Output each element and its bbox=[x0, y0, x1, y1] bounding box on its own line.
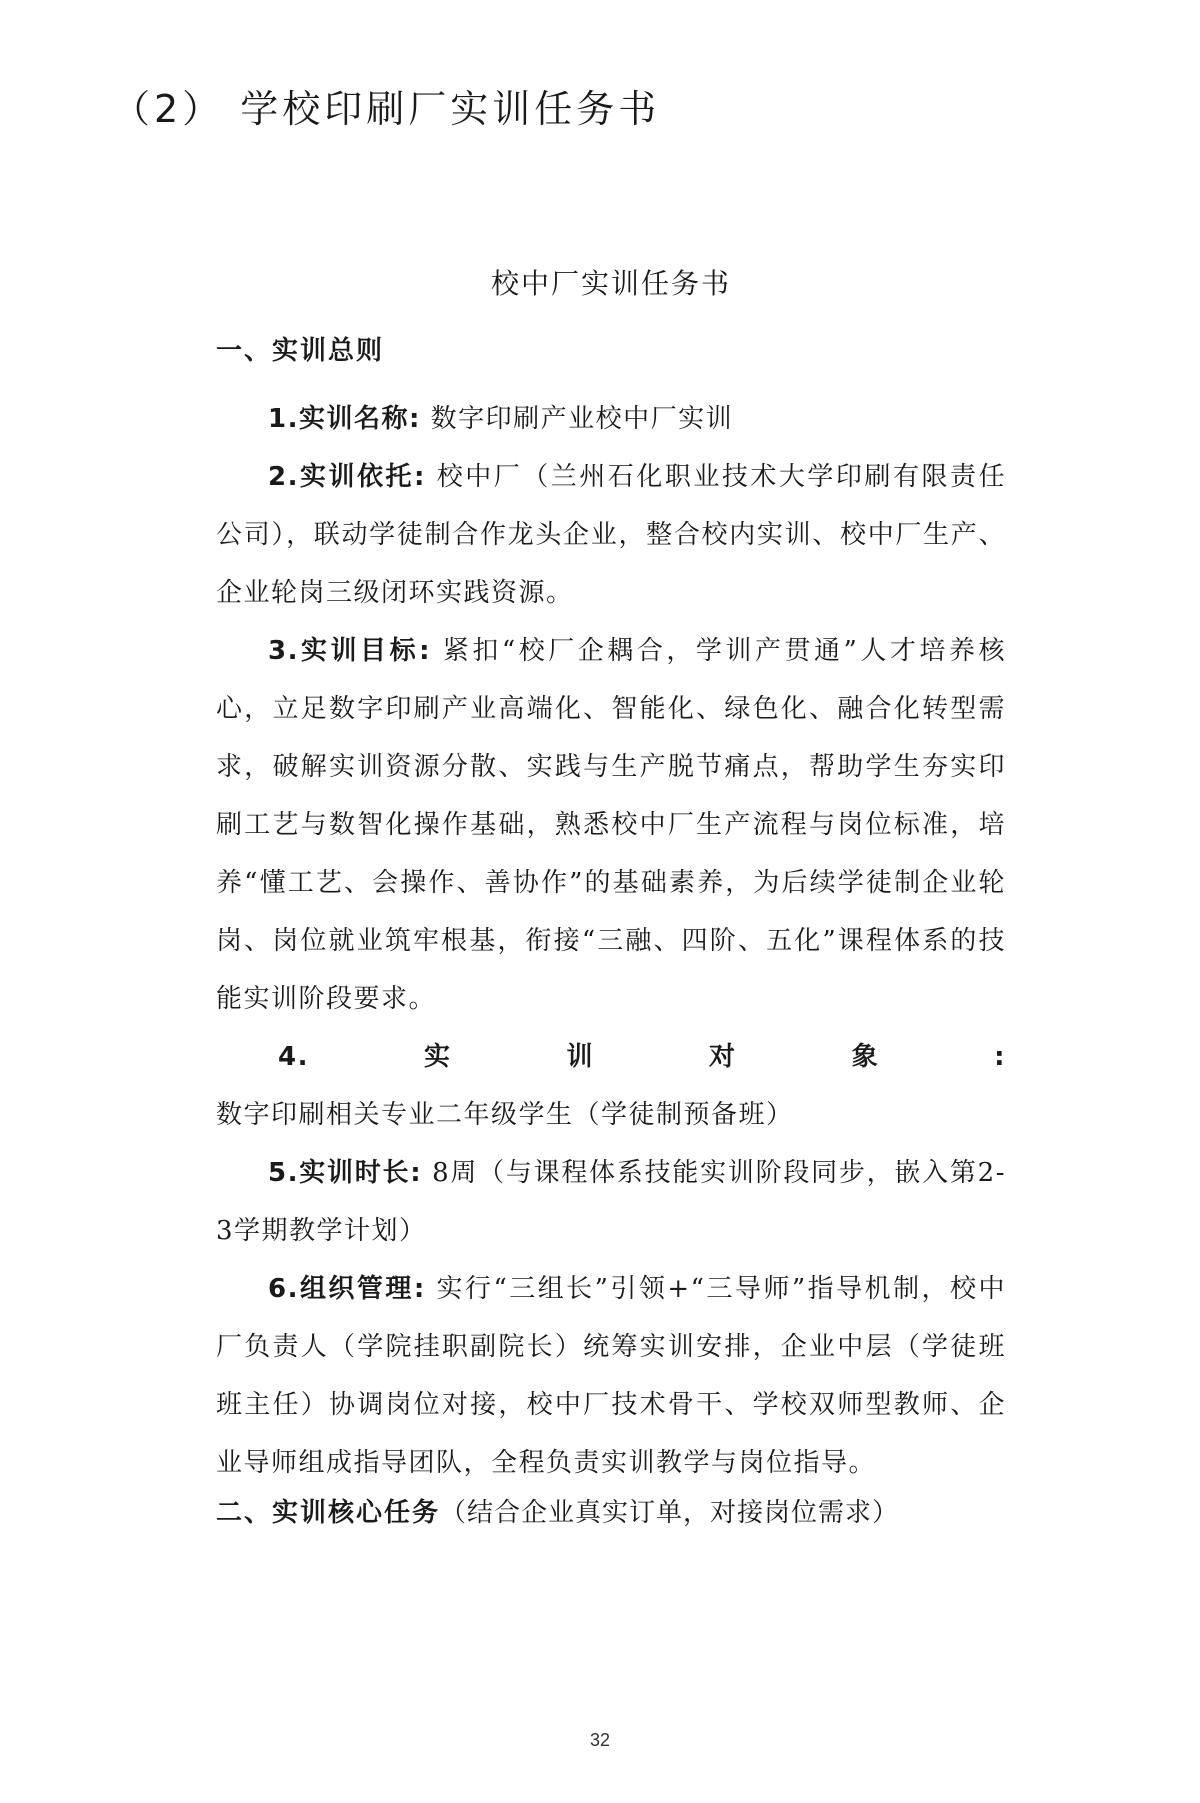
paragraph-organization bbox=[216, 1260, 1006, 1492]
text-training-duration: 8周（与课程体系技能实训阶段同步，嵌入第2-3学期教学计划） bbox=[216, 1158, 1006, 1246]
doc-title: 校中厂实训任务书 bbox=[490, 267, 731, 300]
paragraph-training-duration bbox=[216, 1144, 1006, 1260]
text-organization: 实行“三组长”引领+“三导师”指导机制，校中厂负责人（学院挂职副院长）统筹实训安排，企业中层（学徒班班主任）协调岗位对接，校中厂技术骨干、学校双师型教师、企业导师组成指导团队，全程负责实训教学与岗位指导。 bbox=[216, 1274, 1007, 1478]
label-training-goal: 3.实训目标: bbox=[268, 636, 432, 666]
text-training-name: 数字印刷产业校中厂实训 bbox=[420, 404, 734, 434]
core-tasks-title: 二、实训核心任务 bbox=[216, 1498, 441, 1528]
section-heading-core-tasks bbox=[216, 1492, 1006, 1534]
page-number: 32 bbox=[589, 1730, 611, 1750]
paragraph-training-name bbox=[216, 390, 1006, 448]
text-training-target: 数字印刷相关专业二年级学生（学徒制预备班） bbox=[216, 1100, 794, 1130]
label-training-duration: 5.实训时长: bbox=[268, 1158, 423, 1188]
core-tasks-note: （结合企业真实订单，对接岗位需求） bbox=[440, 1498, 900, 1528]
text-training-basis: 校中厂（兰州石化职业技术大学印刷有限责任公司），联动学徒制合作龙头企业，整合校内实训、校中厂生产、企业轮岗三级闭环实践资源。 bbox=[216, 462, 1006, 608]
content-area bbox=[216, 262, 1006, 1552]
section-heading-general: 一、实训总则 bbox=[216, 336, 385, 366]
label-training-target: 4.实训对象: bbox=[278, 1042, 1006, 1072]
paragraph-training-goal bbox=[216, 622, 1006, 1028]
paragraph-training-target bbox=[216, 1028, 1006, 1144]
paragraph-training-basis bbox=[216, 448, 1006, 622]
page-heading: （2） 学校印刷厂实训任务书 bbox=[112, 87, 661, 131]
label-organization: 6.组织管理: bbox=[268, 1274, 426, 1304]
label-training-basis: 2.实训依托: bbox=[268, 462, 426, 492]
label-training-name: 1.实训名称: bbox=[268, 404, 421, 434]
text-training-goal: 紧扣“校厂企耦合，学训产贯通”人才培养核心，立足数字印刷产业高端化、智能化、绿色化、融合化转型需求，破解实训资源分散、实践与生产脱节痛点，帮助学生夯实印刷工艺与数智化操作基础，熟悉校中厂生产流程与岗位标准，培养“懂工艺、会操作、善协作”的基础素养，为后续学徒制企业轮岗、岗位就业筑牢根基，衔接“三融、四阶、五化”课程体系的技能实训阶段要求。 bbox=[216, 636, 1006, 1014]
